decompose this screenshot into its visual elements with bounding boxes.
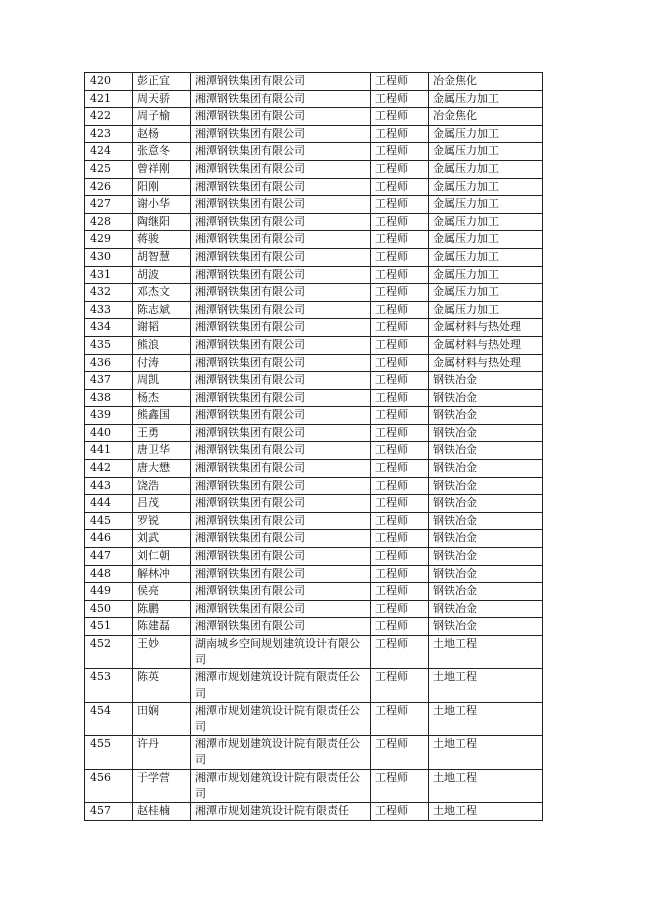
company-name-cell: 湘潭钢铁集团有限公司 — [191, 477, 371, 495]
job-title-cell: 工程师 — [371, 565, 429, 583]
job-title-cell: 工程师 — [371, 354, 429, 372]
table-row — [85, 477, 543, 495]
table-row — [85, 495, 543, 513]
table-row — [85, 73, 543, 91]
company-name-cell: 湘潭钢铁集团有限公司 — [191, 424, 371, 442]
person-name-cell: 王妙 — [133, 636, 191, 669]
job-title-cell: 工程师 — [371, 618, 429, 636]
company-name-cell: 湘潭钢铁集团有限公司 — [191, 600, 371, 618]
table-row — [85, 108, 543, 126]
row-number-cell: 429 — [85, 231, 133, 249]
person-name-cell: 胡智慧 — [133, 248, 191, 266]
company-name-cell: 湘潭钢铁集团有限公司 — [191, 231, 371, 249]
job-title-cell: 工程师 — [371, 108, 429, 126]
person-name-cell: 于学营 — [133, 769, 191, 802]
job-title-cell: 工程师 — [371, 336, 429, 354]
specialty-cell: 钢铁冶金 — [429, 372, 543, 390]
specialty-cell: 冶金焦化 — [429, 73, 543, 91]
row-number-cell: 457 — [85, 803, 133, 821]
company-name-cell: 湘潭钢铁集团有限公司 — [191, 73, 371, 91]
row-number-cell: 428 — [85, 213, 133, 231]
person-name-cell: 唐卫华 — [133, 442, 191, 460]
company-name-cell: 湘潭钢铁集团有限公司 — [191, 196, 371, 214]
table-row — [85, 600, 543, 618]
row-number-cell: 431 — [85, 266, 133, 284]
table-row — [85, 196, 543, 214]
company-name-cell: 湘潭钢铁集团有限公司 — [191, 160, 371, 178]
job-title-cell: 工程师 — [371, 319, 429, 337]
table-body — [85, 73, 543, 821]
personnel-table — [84, 72, 543, 821]
specialty-cell: 钢铁冶金 — [429, 583, 543, 601]
job-title-cell: 工程师 — [371, 389, 429, 407]
table-row — [85, 248, 543, 266]
specialty-cell: 钢铁冶金 — [429, 600, 543, 618]
person-name-cell: 付涛 — [133, 354, 191, 372]
person-name-cell: 蒋骏 — [133, 231, 191, 249]
job-title-cell: 工程师 — [371, 301, 429, 319]
specialty-cell: 金属压力加工 — [429, 160, 543, 178]
company-name-cell: 湘潭市规划建筑设计院有限责任公司 — [191, 702, 371, 735]
table-row — [85, 548, 543, 566]
company-name-cell: 湘潭钢铁集团有限公司 — [191, 108, 371, 126]
row-number-cell: 441 — [85, 442, 133, 460]
company-name-cell: 湘潭钢铁集团有限公司 — [191, 583, 371, 601]
company-name-cell: 湘潭钢铁集团有限公司 — [191, 90, 371, 108]
specialty-cell: 土地工程 — [429, 636, 543, 669]
company-name-cell: 湘潭钢铁集团有限公司 — [191, 442, 371, 460]
company-name-cell: 湘潭钢铁集团有限公司 — [191, 143, 371, 161]
row-number-cell: 438 — [85, 389, 133, 407]
job-title-cell: 工程师 — [371, 407, 429, 425]
specialty-cell: 钢铁冶金 — [429, 618, 543, 636]
specialty-cell: 钢铁冶金 — [429, 442, 543, 460]
company-name-cell: 湘潭钢铁集团有限公司 — [191, 284, 371, 302]
job-title-cell: 工程师 — [371, 702, 429, 735]
row-number-cell: 446 — [85, 530, 133, 548]
specialty-cell: 金属压力加工 — [429, 196, 543, 214]
person-name-cell: 熊浪 — [133, 336, 191, 354]
table-row — [85, 442, 543, 460]
company-name-cell: 湘潭钢铁集团有限公司 — [191, 460, 371, 478]
job-title-cell: 工程师 — [371, 548, 429, 566]
person-name-cell: 谢小华 — [133, 196, 191, 214]
specialty-cell: 金属压力加工 — [429, 178, 543, 196]
table-row — [85, 583, 543, 601]
row-number-cell: 440 — [85, 424, 133, 442]
job-title-cell: 工程师 — [371, 460, 429, 478]
job-title-cell: 工程师 — [371, 477, 429, 495]
job-title-cell: 工程师 — [371, 669, 429, 702]
table-row — [85, 125, 543, 143]
job-title-cell: 工程师 — [371, 231, 429, 249]
row-number-cell: 448 — [85, 565, 133, 583]
row-number-cell: 430 — [85, 248, 133, 266]
table-row — [85, 231, 543, 249]
person-name-cell: 谢韬 — [133, 319, 191, 337]
job-title-cell: 工程师 — [371, 512, 429, 530]
row-number-cell: 433 — [85, 301, 133, 319]
company-name-cell: 湘潭钢铁集团有限公司 — [191, 530, 371, 548]
job-title-cell: 工程师 — [371, 424, 429, 442]
company-name-cell: 湖南城乡空间规划建筑设计有限公司 — [191, 636, 371, 669]
row-number-cell: 444 — [85, 495, 133, 513]
table-row — [85, 736, 543, 769]
specialty-cell: 钢铁冶金 — [429, 548, 543, 566]
specialty-cell: 金属压力加工 — [429, 90, 543, 108]
company-name-cell: 湘潭钢铁集团有限公司 — [191, 495, 371, 513]
person-name-cell: 刘武 — [133, 530, 191, 548]
person-name-cell: 刘仁朝 — [133, 548, 191, 566]
job-title-cell: 工程师 — [371, 636, 429, 669]
company-name-cell: 湘潭钢铁集团有限公司 — [191, 565, 371, 583]
company-name-cell: 湘潭钢铁集团有限公司 — [191, 319, 371, 337]
job-title-cell: 工程师 — [371, 213, 429, 231]
row-number-cell: 421 — [85, 90, 133, 108]
person-name-cell: 周凯 — [133, 372, 191, 390]
specialty-cell: 钢铁冶金 — [429, 565, 543, 583]
company-name-cell: 湘潭钢铁集团有限公司 — [191, 125, 371, 143]
company-name-cell: 湘潭钢铁集团有限公司 — [191, 336, 371, 354]
table-row — [85, 266, 543, 284]
job-title-cell: 工程师 — [371, 442, 429, 460]
specialty-cell: 钢铁冶金 — [429, 424, 543, 442]
row-number-cell: 453 — [85, 669, 133, 702]
table-row — [85, 512, 543, 530]
person-name-cell: 张意冬 — [133, 143, 191, 161]
row-number-cell: 436 — [85, 354, 133, 372]
company-name-cell: 湘潭钢铁集团有限公司 — [191, 389, 371, 407]
person-name-cell: 陶继阳 — [133, 213, 191, 231]
row-number-cell: 450 — [85, 600, 133, 618]
person-name-cell: 陈鹏 — [133, 600, 191, 618]
specialty-cell: 金属压力加工 — [429, 143, 543, 161]
person-name-cell: 阳刚 — [133, 178, 191, 196]
specialty-cell: 土地工程 — [429, 769, 543, 802]
company-name-cell: 湘潭市规划建筑设计院有限责任 — [191, 803, 371, 821]
table-row — [85, 424, 543, 442]
job-title-cell: 工程师 — [371, 530, 429, 548]
company-name-cell: 湘潭市规划建筑设计院有限责任公司 — [191, 669, 371, 702]
person-name-cell: 胡波 — [133, 266, 191, 284]
job-title-cell: 工程师 — [371, 160, 429, 178]
company-name-cell: 湘潭市规划建筑设计院有限责任公司 — [191, 769, 371, 802]
table-row — [85, 336, 543, 354]
table-row — [85, 618, 543, 636]
person-name-cell: 罗锐 — [133, 512, 191, 530]
specialty-cell: 金属压力加工 — [429, 248, 543, 266]
job-title-cell: 工程师 — [371, 90, 429, 108]
job-title-cell: 工程师 — [371, 583, 429, 601]
row-number-cell: 452 — [85, 636, 133, 669]
person-name-cell: 周子榆 — [133, 108, 191, 126]
company-name-cell: 湘潭钢铁集团有限公司 — [191, 213, 371, 231]
specialty-cell: 金属压力加工 — [429, 231, 543, 249]
row-number-cell: 439 — [85, 407, 133, 425]
table-row — [85, 178, 543, 196]
person-name-cell: 邓杰文 — [133, 284, 191, 302]
row-number-cell: 445 — [85, 512, 133, 530]
table-row — [85, 530, 543, 548]
job-title-cell: 工程师 — [371, 266, 429, 284]
company-name-cell: 湘潭钢铁集团有限公司 — [191, 248, 371, 266]
specialty-cell: 冶金焦化 — [429, 108, 543, 126]
table-row — [85, 389, 543, 407]
row-number-cell: 435 — [85, 336, 133, 354]
row-number-cell: 420 — [85, 73, 133, 91]
row-number-cell: 455 — [85, 736, 133, 769]
table-row — [85, 803, 543, 821]
specialty-cell: 土地工程 — [429, 736, 543, 769]
table-row — [85, 565, 543, 583]
specialty-cell: 钢铁冶金 — [429, 477, 543, 495]
table-row — [85, 160, 543, 178]
row-number-cell: 426 — [85, 178, 133, 196]
person-name-cell: 许丹 — [133, 736, 191, 769]
job-title-cell: 工程师 — [371, 600, 429, 618]
person-name-cell: 彭正宜 — [133, 73, 191, 91]
specialty-cell: 钢铁冶金 — [429, 389, 543, 407]
table-row — [85, 354, 543, 372]
person-name-cell: 吕茂 — [133, 495, 191, 513]
person-name-cell: 熊鑫国 — [133, 407, 191, 425]
job-title-cell: 工程师 — [371, 73, 429, 91]
table-row — [85, 90, 543, 108]
company-name-cell: 湘潭钢铁集团有限公司 — [191, 178, 371, 196]
specialty-cell: 金属压力加工 — [429, 125, 543, 143]
row-number-cell: 442 — [85, 460, 133, 478]
row-number-cell: 432 — [85, 284, 133, 302]
specialty-cell: 土地工程 — [429, 803, 543, 821]
person-name-cell: 赵杨 — [133, 125, 191, 143]
company-name-cell: 湘潭钢铁集团有限公司 — [191, 354, 371, 372]
company-name-cell: 湘潭钢铁集团有限公司 — [191, 372, 371, 390]
row-number-cell: 424 — [85, 143, 133, 161]
row-number-cell: 423 — [85, 125, 133, 143]
person-name-cell: 侯亮 — [133, 583, 191, 601]
specialty-cell: 钢铁冶金 — [429, 407, 543, 425]
row-number-cell: 443 — [85, 477, 133, 495]
company-name-cell: 湘潭钢铁集团有限公司 — [191, 548, 371, 566]
table-row — [85, 143, 543, 161]
person-name-cell: 陈志斌 — [133, 301, 191, 319]
person-name-cell: 曾祥刚 — [133, 160, 191, 178]
company-name-cell: 湘潭钢铁集团有限公司 — [191, 266, 371, 284]
job-title-cell: 工程师 — [371, 372, 429, 390]
job-title-cell: 工程师 — [371, 736, 429, 769]
specialty-cell: 金属压力加工 — [429, 266, 543, 284]
row-number-cell: 447 — [85, 548, 133, 566]
company-name-cell: 湘潭市规划建筑设计院有限责任公司 — [191, 736, 371, 769]
job-title-cell: 工程师 — [371, 769, 429, 802]
table-row — [85, 769, 543, 802]
job-title-cell: 工程师 — [371, 495, 429, 513]
person-name-cell: 周天骄 — [133, 90, 191, 108]
person-name-cell: 田娴 — [133, 702, 191, 735]
table-row — [85, 407, 543, 425]
row-number-cell: 425 — [85, 160, 133, 178]
job-title-cell: 工程师 — [371, 248, 429, 266]
row-number-cell: 437 — [85, 372, 133, 390]
row-number-cell: 456 — [85, 769, 133, 802]
row-number-cell: 449 — [85, 583, 133, 601]
row-number-cell: 434 — [85, 319, 133, 337]
person-name-cell: 唐大懋 — [133, 460, 191, 478]
person-name-cell: 饶浩 — [133, 477, 191, 495]
specialty-cell: 金属压力加工 — [429, 213, 543, 231]
person-name-cell: 解林冲 — [133, 565, 191, 583]
specialty-cell: 金属材料与热处理 — [429, 319, 543, 337]
job-title-cell: 工程师 — [371, 125, 429, 143]
table-row — [85, 372, 543, 390]
person-name-cell: 陈建磊 — [133, 618, 191, 636]
specialty-cell: 土地工程 — [429, 669, 543, 702]
specialty-cell: 土地工程 — [429, 702, 543, 735]
row-number-cell: 451 — [85, 618, 133, 636]
specialty-cell: 钢铁冶金 — [429, 495, 543, 513]
person-name-cell: 陈英 — [133, 669, 191, 702]
row-number-cell: 454 — [85, 702, 133, 735]
table-row — [85, 284, 543, 302]
table-row — [85, 636, 543, 669]
table-row — [85, 460, 543, 478]
person-name-cell: 赵桂楠 — [133, 803, 191, 821]
specialty-cell: 钢铁冶金 — [429, 530, 543, 548]
job-title-cell: 工程师 — [371, 284, 429, 302]
company-name-cell: 湘潭钢铁集团有限公司 — [191, 407, 371, 425]
company-name-cell: 湘潭钢铁集团有限公司 — [191, 618, 371, 636]
specialty-cell: 金属材料与热处理 — [429, 354, 543, 372]
table-row — [85, 319, 543, 337]
row-number-cell: 427 — [85, 196, 133, 214]
specialty-cell: 金属材料与热处理 — [429, 336, 543, 354]
company-name-cell: 湘潭钢铁集团有限公司 — [191, 301, 371, 319]
specialty-cell: 金属压力加工 — [429, 301, 543, 319]
job-title-cell: 工程师 — [371, 803, 429, 821]
table-row — [85, 213, 543, 231]
company-name-cell: 湘潭钢铁集团有限公司 — [191, 512, 371, 530]
table-row — [85, 702, 543, 735]
job-title-cell: 工程师 — [371, 143, 429, 161]
row-number-cell: 422 — [85, 108, 133, 126]
specialty-cell: 钢铁冶金 — [429, 460, 543, 478]
specialty-cell: 金属压力加工 — [429, 284, 543, 302]
job-title-cell: 工程师 — [371, 196, 429, 214]
specialty-cell: 钢铁冶金 — [429, 512, 543, 530]
table-row — [85, 669, 543, 702]
person-name-cell: 杨杰 — [133, 389, 191, 407]
person-name-cell: 王勇 — [133, 424, 191, 442]
table-row — [85, 301, 543, 319]
job-title-cell: 工程师 — [371, 178, 429, 196]
